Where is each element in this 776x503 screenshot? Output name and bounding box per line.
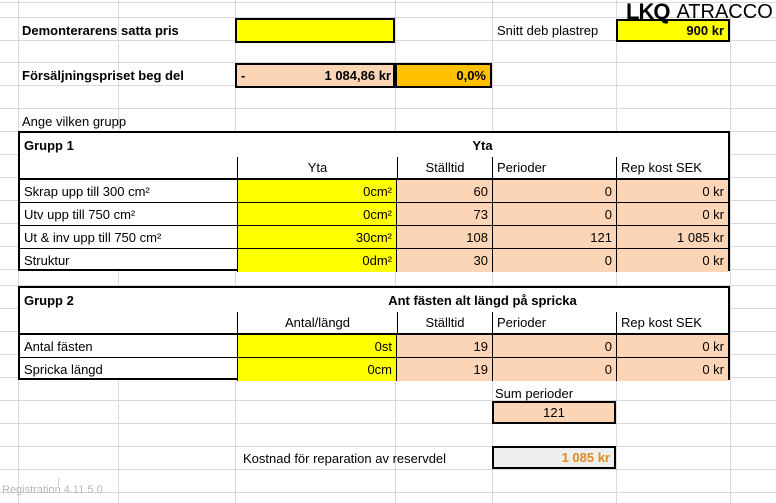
table-row (20, 226, 728, 249)
grupp2-header-blank (20, 312, 237, 333)
grupp1-row1-stalltid: 73 (397, 203, 492, 225)
grupp1-header-stalltid: Ställtid (397, 157, 492, 178)
grupp1-row3-input[interactable]: 0dm² (237, 249, 397, 272)
grupp2-row0-name: Antal fästen (24, 338, 93, 354)
grupp1-row3-name: Struktur (24, 253, 70, 268)
forsaljningspris-sign: - (235, 63, 395, 88)
snitt-deb-plastrep-input[interactable]: 900 kr (616, 19, 730, 42)
grupp2-row0-input[interactable]: 0st (237, 335, 397, 357)
grupp1-row0-stalltid: 60 (397, 180, 492, 202)
grupp1-row0-kost: 0 kr (616, 180, 728, 202)
lkq-atracco-logo (626, 1, 773, 23)
demonterare-label: Demonterarens satta pris (22, 23, 179, 38)
grupp2-row1-name: Spricka längd (24, 362, 103, 377)
grupp1-banner: Yta (472, 137, 493, 153)
forsaljningspris-value: 1 084,86 kr (324, 68, 391, 83)
table-row (20, 180, 728, 203)
grupp1-header-repkost: Rep kost SEK (616, 157, 728, 178)
grupp2-row1-perioder: 0 (492, 358, 616, 381)
logo-lkq-text: LKQ (626, 0, 670, 24)
kostnad-reparation-label: Kostnad för reparation av reservdel (243, 450, 447, 466)
logo-atracco-text: ATRACCO (676, 1, 773, 23)
grupp2-table (18, 286, 730, 380)
table-row (20, 203, 728, 226)
grupp1-row0-name: Skrap upp till 300 cm² (24, 183, 150, 199)
forsaljningspris-percent: 0,0% (395, 63, 492, 88)
grupp1-header-perioder: Perioder (492, 157, 616, 178)
grupp1-row1-perioder: 0 (492, 203, 616, 225)
kostnad-reparation-value: 1 085 kr (492, 446, 616, 469)
demonterare-price-input[interactable] (235, 18, 395, 43)
grupp1-row2-stalltid: 108 (397, 226, 492, 248)
forsaljningspris-label: Försäljningspriset beg del (22, 68, 184, 83)
grupp1-row3-kost: 0 kr (616, 249, 728, 272)
grupp2-header-stalltid: Ställtid (397, 312, 492, 333)
grupp2-row0-perioder: 0 (492, 335, 616, 357)
grupp1-row1-input[interactable]: 0cm² (237, 203, 397, 225)
grupp1-row3-stalltid: 30 (397, 249, 492, 272)
grupp2-banner: Ant fästen alt längd på spricka (388, 292, 577, 308)
grupp1-header-yta: Yta (237, 157, 397, 178)
table-row (20, 335, 728, 358)
grupp1-row0-perioder: 0 (492, 180, 616, 202)
grupp2-header-perioder: Perioder (492, 312, 616, 333)
grupp1-row2-kost: 1 085 kr (616, 226, 728, 248)
sum-perioder-value: 121 (492, 401, 616, 424)
grupp1-row2-input[interactable]: 30cm² (237, 226, 397, 248)
grupp1-row2-perioder: 121 (492, 226, 616, 248)
grupp2-title: Grupp 2 (24, 292, 74, 308)
grupp2-row1-input[interactable]: 0cm (237, 358, 397, 381)
grupp1-table (18, 131, 730, 271)
grupp1-row0-input[interactable]: 0cm² (237, 180, 397, 202)
grupp1-row3-perioder: 0 (492, 249, 616, 272)
snitt-deb-plastrep-label: Snitt deb plastrep (497, 23, 599, 38)
sum-perioder-label: Sum perioder (495, 385, 574, 401)
grupp1-row1-kost: 0 kr (616, 203, 728, 225)
ange-vilken-grupp-label: Ange vilken grupp (22, 113, 127, 129)
grupp1-row1-name: Utv upp till 750 cm² (24, 206, 136, 222)
grupp1-title: Grupp 1 (24, 137, 74, 153)
status-bar-version: Registration 4.11.5.0 (2, 484, 103, 496)
grupp2-header-antal: Antal/längd (237, 312, 397, 333)
grupp2-row0-stalltid: 19 (397, 335, 492, 357)
grupp2-header-repkost: Rep kost SEK (616, 312, 728, 333)
grupp2-row1-stalltid: 19 (397, 358, 492, 381)
grupp2-row0-kost: 0 kr (616, 335, 728, 357)
grupp1-header-blank (20, 157, 237, 178)
grupp1-row2-name: Ut & inv upp till 750 cm² (24, 229, 162, 245)
table-row (20, 249, 728, 272)
grupp2-row1-kost: 0 kr (616, 358, 728, 381)
table-row (20, 358, 728, 381)
